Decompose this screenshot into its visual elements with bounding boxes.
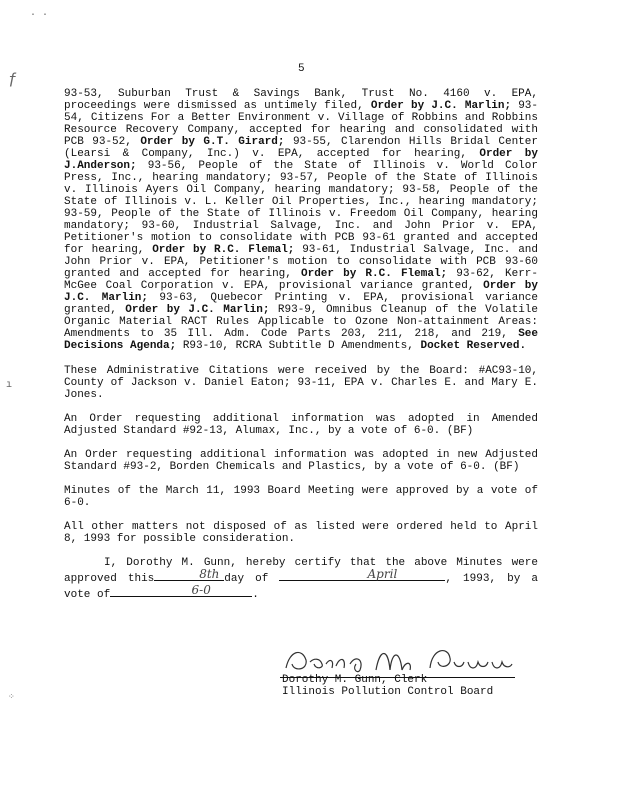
handwritten-signature [280, 640, 520, 678]
day-of-label: day of [224, 573, 269, 585]
order-attribution: Order by J.C. Marlin; [125, 304, 270, 316]
signer-board: Illinois Pollution Control Board [282, 686, 494, 698]
vote-prefix: a vote of [64, 573, 538, 601]
month-handwritten: April [367, 567, 398, 581]
docket-text: 93-55, Clarendon Hills Bridal Center (Learsi & Company, Inc.) v. EPA, accepted for hearing, [64, 136, 538, 160]
year-label: , 1993, by [445, 573, 521, 585]
docket-text: 93-54, Citizens For a Better Environment v. Village of Robbins and Robbins Resource Recovery Company, accepted for hearing and consolidated with PCB 93-52, [64, 100, 538, 148]
order-attribution: Order by J.Anderson; [64, 148, 538, 172]
signer-block [282, 674, 493, 698]
day-handwritten: 8th [199, 567, 220, 581]
amended-adjusted-standard-paragraph: An Order requesting additional information was adopted in Amended Adjusted Standard #92-13, Alumax, Inc., by a vote of 6-0. (BF) [64, 413, 538, 437]
administrative-citations-paragraph: These Administrative Citations were received by the Board: #AC93-10, County of Jackson v. Daniel Eaton; 93-11, EPA v. Charles E. and Mary E. Jones. [64, 365, 538, 401]
docket-text: 93-63, Quebecor Printing v. EPA, provisional variance granted, [64, 292, 538, 316]
order-attribution: See Decisions Agenda; [64, 328, 538, 352]
order-attribution: Order by G.T. Girard; [140, 136, 285, 148]
docket-text: 93-61, Industrial Salvage, Inc. and John Prior v. EPA, Petitioner's motion to consolidate with PCB 93-60 granted and accepted for hearing, [64, 244, 538, 280]
vote-blank [110, 585, 252, 597]
minutes-approval-paragraph: Minutes of the March 11, 1993 Board Meeting were approved by a vote of 6-0. [64, 485, 538, 509]
certification-intro: I, Dorothy M. Gunn, hereby certify that the above Minutes were approved this [64, 557, 538, 585]
order-attribution: Order by J.C. Marlin; [64, 280, 538, 304]
vote-handwritten: 6-0 [191, 583, 211, 597]
order-attribution: Order by J.C. Marlin; [370, 100, 512, 112]
order-attribution: Docket Reserved. [420, 340, 527, 352]
scan-mark: ƒ [8, 70, 18, 88]
orders-paragraph [64, 88, 538, 352]
signer-name: Dorothy M. Gunn, Clerk [282, 674, 428, 686]
signature-area [280, 640, 520, 678]
order-attribution: Order by R.C. Flemal; [152, 244, 295, 256]
certification-paragraph [64, 557, 538, 601]
matters-held-paragraph: All other matters not disposed of as listed were ordered held to April 8, 1993 for possible consideration. [64, 521, 538, 545]
scan-speck: · · [30, 10, 49, 21]
minutes-body [64, 88, 538, 613]
page-number: 5 [298, 63, 305, 75]
day-blank [154, 569, 224, 581]
docket-text: 93-56, People of the State of Illinois v. World Color Press, Inc., hearing mandatory; 93-57, People of the State of Illinois v. Illinois Ayers Oil Company, hearing mandatory; 93-58, People of the State of Illinois v. L. Keller Oil Properties, Inc., hearing mandatory; 93-59, People of the State of Illinois v. Freedom Oil Company, hearing mandatory; 93-60, Industrial Salvage, Inc. and John Prior v. EPA, Petitioner's motion to consolidate with PCB 93-61 granted and accepted for hearing, [64, 160, 538, 256]
docket-text: 93-53, Suburban Trust & Savings Bank, Trust No. 4160 v. EPA, proceedings were dismissed as untimely filed, [64, 88, 538, 112]
docket-text: 93-62, Kerr-McGee Coal Corporation v. EPA, provisional variance granted, [64, 268, 538, 292]
docket-text: R93-9, Omnibus Cleanup of the Volatile Organic Material RACT Rules Applicable to Ozone Non-attainment Areas: Amendments to 35 Ill. Adm. Code Parts 203, 211, 218, and 219, [64, 304, 538, 340]
order-attribution: Order by R.C. Flemal; [301, 268, 448, 280]
docket-text: R93-10, RCRA Subtitle D Amendments, [176, 340, 421, 352]
new-adjusted-standard-paragraph: An Order requesting additional information was adopted in new Adjusted Standard #93-2, Borden Chemicals and Plastics, by a vote of 6-0. (BF) [64, 449, 538, 473]
scan-tick: ı [6, 380, 13, 391]
vote-period: . [252, 589, 259, 601]
scan-smudge: ⁘ [8, 693, 15, 702]
month-blank [279, 569, 445, 581]
